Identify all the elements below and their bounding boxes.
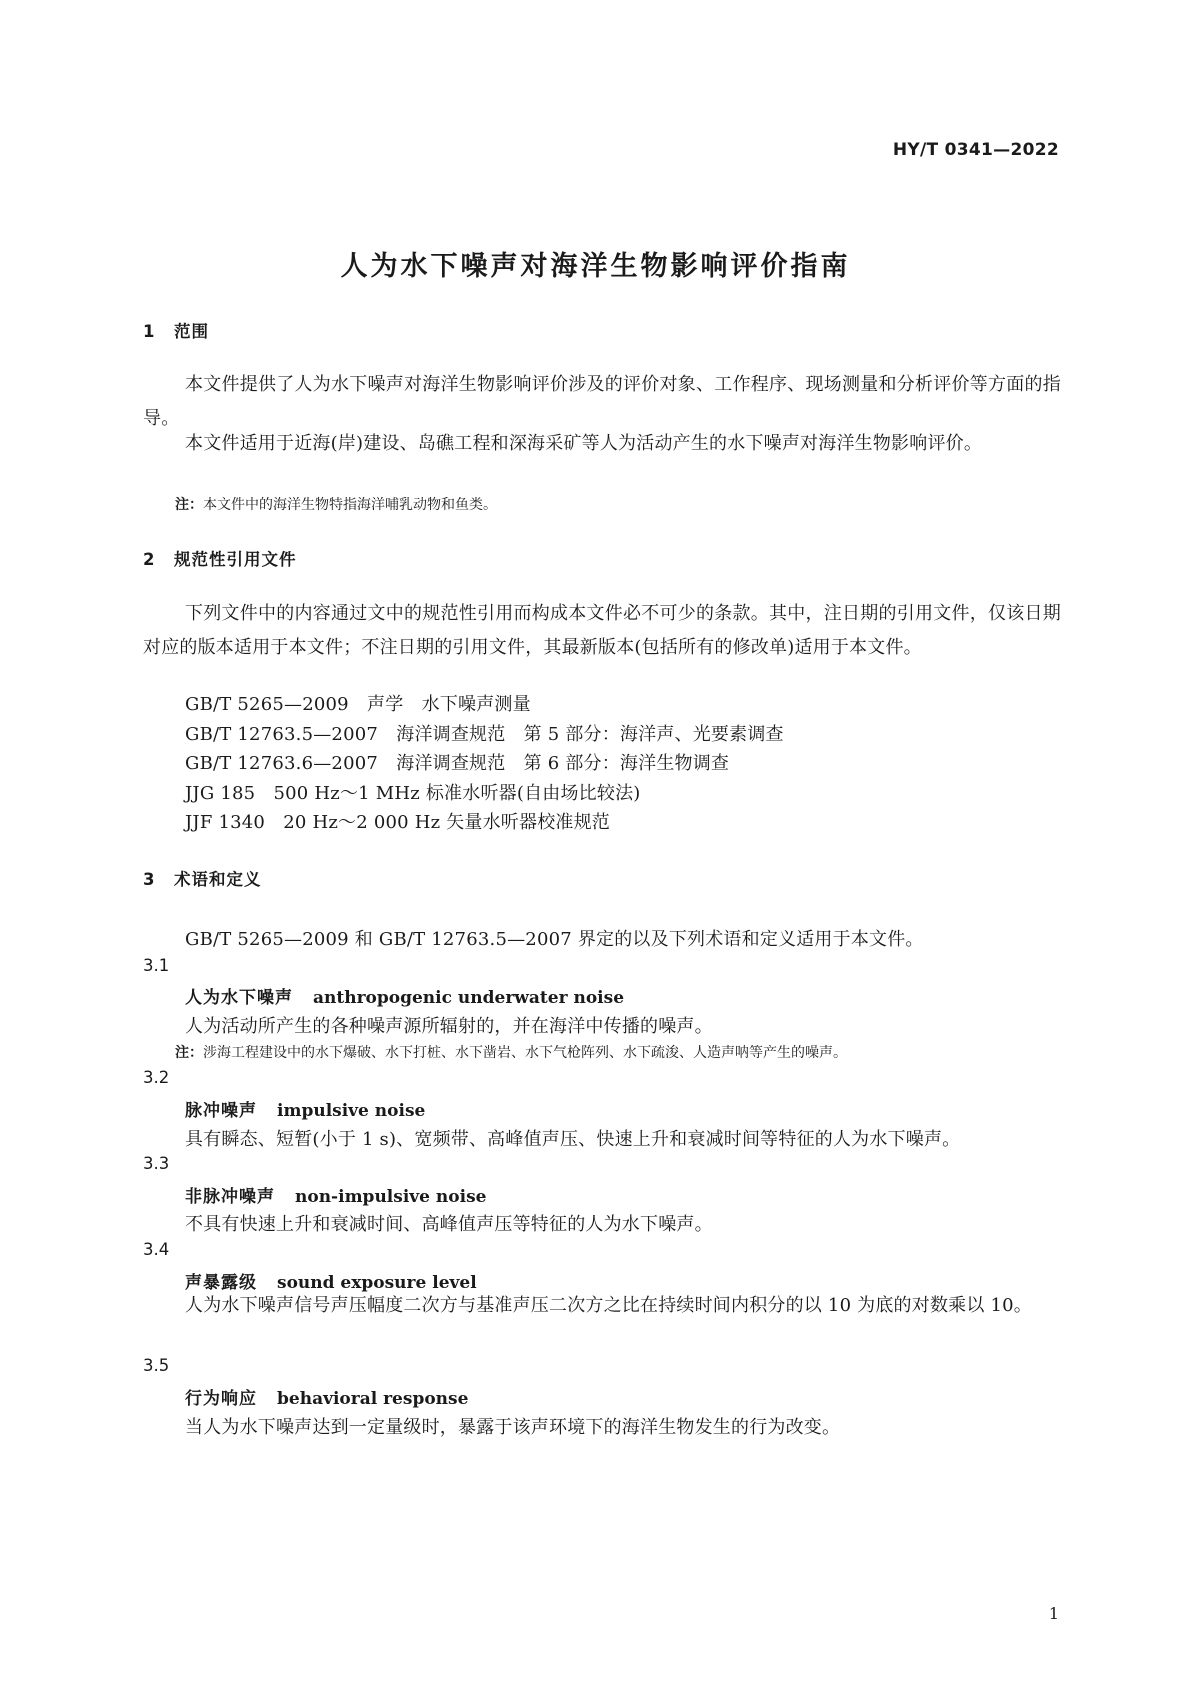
section-3-intro: GB/T 5265—2009 和 GB/T 12763.5—2007 界定的以及下列术语和定义适用于本文件。 xyxy=(185,929,924,950)
reference-item: GB/T 12763.5—2007 海洋调查规范 第 5 部分：海洋声、光要素调查 xyxy=(185,724,784,745)
section-1-paragraph-2: 本文件适用于近海(岸)建设、岛礁工程和深海采矿等人为活动产生的水下噪声对海洋生物影响评价。 xyxy=(185,433,983,454)
note-label: 注： xyxy=(175,497,203,513)
term-english: anthropogenic underwater noise xyxy=(313,988,625,1008)
section-number: 1 xyxy=(143,322,156,341)
reference-item: JJG 185 500 Hz～1 MHz 标准水听器(自由场比较法) xyxy=(185,783,641,804)
term-chinese: 非脉冲噪声 xyxy=(185,1187,275,1207)
reference-item: JJF 1340 20 Hz～2 000 Hz 矢量水听器校准规范 xyxy=(185,812,611,833)
note-text: 本文件中的海洋生物特指海洋哺乳动物和鱼类。 xyxy=(203,497,497,513)
term-number: 3.4 xyxy=(143,1240,170,1259)
section-1-note xyxy=(175,494,497,514)
term-definition: 不具有快速上升和衰减时间、高峰值声压等特征的人为水下噪声。 xyxy=(185,1214,713,1235)
reference-item: GB/T 12763.6—2007 海洋调查规范 第 6 部分：海洋生物调查 xyxy=(185,753,730,774)
term-definition: 人为水下噪声信号声压幅度二次方与基准声压二次方之比在持续时间内积分的以 10 为底的对数乘以 10。 xyxy=(185,1295,1032,1316)
term-heading xyxy=(185,1182,486,1207)
term-note xyxy=(175,1042,847,1062)
term-heading xyxy=(185,1096,425,1121)
section-title: 范围 xyxy=(174,322,209,341)
section-2-intro: 下列文件中的内容通过文中的规范性引用而构成本文件必不可少的条款。其中，注日期的引用文件，仅该日期对应的版本适用于本文件；不注日期的引用文件，其最新版本(包括所有的修改单)适用于本文件。 xyxy=(143,603,1061,658)
page-number: 1 xyxy=(1048,1604,1059,1623)
section-1-heading xyxy=(143,318,209,342)
standard-number: HY/T 0341—2022 xyxy=(892,140,1059,160)
term-heading xyxy=(185,1384,468,1409)
term-definition: 人为活动所产生的各种噪声源所辐射的，并在海洋中传播的噪声。 xyxy=(185,1016,713,1037)
term-english: non-impulsive noise xyxy=(295,1187,487,1207)
term-number: 3.2 xyxy=(143,1068,170,1087)
reference-item: GB/T 5265—2009 声学 水下噪声测量 xyxy=(185,694,531,715)
term-number: 3.5 xyxy=(143,1356,170,1375)
term-chinese: 声暴露级 xyxy=(185,1273,257,1293)
term-heading xyxy=(185,983,624,1008)
note-label: 注： xyxy=(175,1045,203,1061)
term-definition: 具有瞬态、短暂(小于 1 s)、宽频带、高峰值声压、快速上升和衰减时间等特征的人为水下噪声。 xyxy=(185,1129,961,1150)
term-chinese: 人为水下噪声 xyxy=(185,988,293,1008)
section-3-heading xyxy=(143,866,262,890)
section-2-heading xyxy=(143,546,297,570)
term-number: 3.1 xyxy=(143,956,170,975)
note-text: 涉海工程建设中的水下爆破、水下打桩、水下凿岩、水下气枪阵列、水下疏浚、人造声呐等产生的噪声。 xyxy=(203,1045,847,1061)
section-title: 规范性引用文件 xyxy=(174,550,297,569)
section-1-paragraph-1: 本文件提供了人为水下噪声对海洋生物影响评价涉及的评价对象、工作程序、现场测量和分析评价等方面的指导。 xyxy=(143,374,1061,429)
section-number: 2 xyxy=(143,550,156,569)
term-english: behavioral response xyxy=(277,1389,469,1409)
section-title: 术语和定义 xyxy=(174,870,262,889)
term-definition: 当人为水下噪声达到一定量级时，暴露于该声环境下的海洋生物发生的行为改变。 xyxy=(185,1417,841,1438)
term-number: 3.3 xyxy=(143,1154,170,1173)
term-chinese: 脉冲噪声 xyxy=(185,1101,257,1121)
document-title: 人为水下噪声对海洋生物影响评价指南 xyxy=(340,251,851,282)
section-number: 3 xyxy=(143,870,156,889)
term-chinese: 行为响应 xyxy=(185,1389,257,1409)
term-english: sound exposure level xyxy=(277,1273,477,1293)
term-english: impulsive noise xyxy=(277,1101,426,1121)
